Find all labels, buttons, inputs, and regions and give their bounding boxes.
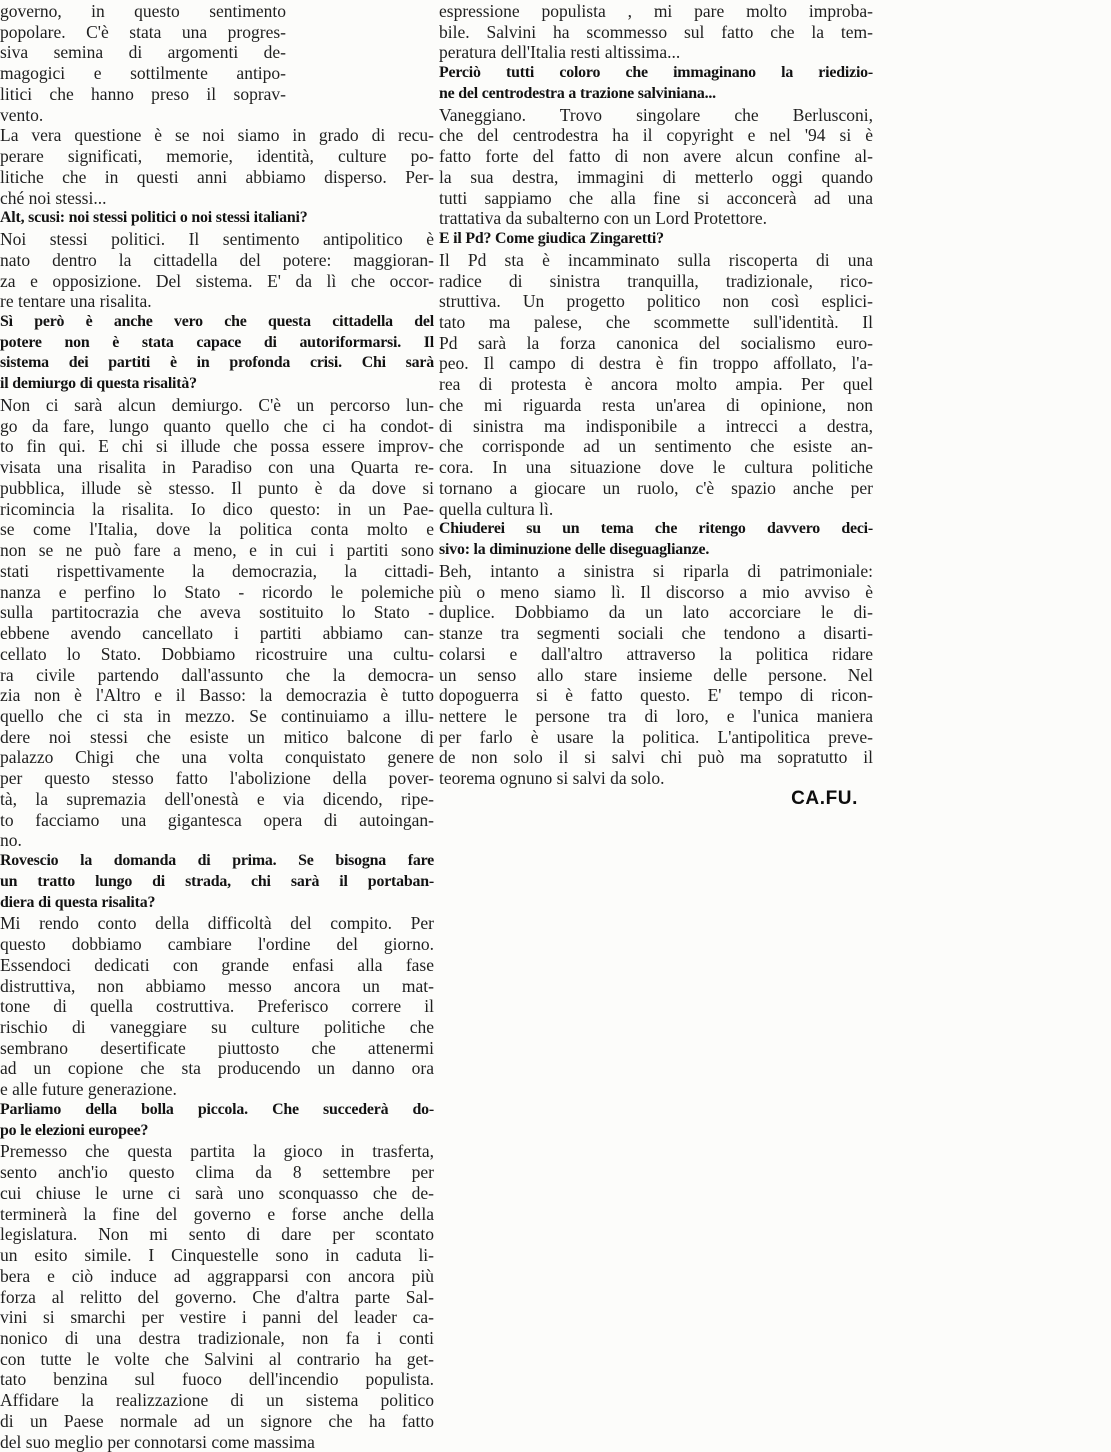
text-line: za e opposizione. Del sistema. E' da lì che occor- [0, 270, 434, 291]
text-line: perare significati, memorie, identità, culture po- [0, 146, 434, 167]
text-line: Vaneggiano. Trovo singolare che Berlusconi, [439, 104, 873, 125]
text-line: terminerà la fine del governo e forse anche della [0, 1203, 434, 1224]
interview-question [439, 63, 873, 104]
text-line: sivo: la diminuzione delle diseguaglianze. [439, 541, 710, 559]
text-line: che corrisponde ad un sentimento che esiste an- [439, 436, 873, 457]
text-line: peo. Il campo di destra è fin troppo affollato, l'a- [439, 353, 873, 374]
text-line: se come l'Italia, dove la politica conta molto e [0, 519, 434, 540]
text-line: de non solo il si salvi chi può ma sopratutto il [439, 747, 873, 768]
text-line: sembrano desertificate piuttosto che attenermi [0, 1037, 434, 1058]
intro-paragraph [0, 1, 434, 125]
text-line: tone di quella costruttiva. Preferisco correre il [0, 996, 434, 1017]
text-line: ricomincia la risalita. Io dico questo: in un Pae- [0, 498, 434, 519]
interview-question [0, 1100, 434, 1141]
text-line: Mi rendo conto della difficoltà del compito. Per [0, 913, 434, 934]
text-line: Premesso che questa partita la gioco in trasferta, [0, 1141, 434, 1162]
text-line: Sì però è anche vero che questa cittadella del [0, 313, 434, 331]
text-line: go da fare, lungo quanto quello che ci ha condot- [0, 415, 434, 436]
text-line: ne del centrodestra a trazione salviniana... [439, 84, 716, 102]
text-line: Pd sarà la forza canonica del socialismo euro- [439, 332, 873, 353]
text-line: Perciò tutti coloro che immaginano la riedizio- [439, 64, 873, 82]
text-line: dopoguerra si è fatto questo. E' tempo di ricon- [439, 685, 873, 706]
text-line: tutti sappiamo che alla fine si acconcerà ad una [439, 187, 873, 208]
text-line: Non ci sarà alcun demiurgo. C'è un percorso lun- [0, 394, 434, 415]
text-line: po le elezioni europee? [0, 1121, 149, 1139]
text-line: Chiuderei su un tema che ritengo davvero deci- [439, 520, 873, 538]
text-line: rea di protesta è ancora molto ampia. Per quel [439, 374, 873, 395]
text-line: per farlo è usare la politica. L'antipolitica preve- [439, 726, 873, 747]
text-line: fatto forte del fatto di non avere alcun confine al- [439, 146, 873, 167]
text-line: espressione populista , mi pare molto improba- [439, 1, 873, 21]
text-line: re tentare una risalita. [0, 291, 152, 312]
text-line: Il Pd sta è incamminato sulla riscoperta di una [439, 249, 873, 270]
interview-answer [439, 561, 873, 789]
text-line: nonico di una destra tradizionale, non fa i conti [0, 1328, 434, 1348]
text-line: zia non è l'Altro e il Basso: la democrazia è tutto [0, 685, 434, 706]
interview-question [0, 851, 434, 913]
interview-question [0, 208, 434, 229]
text-line: nato dentro la cittadella del potere: maggioran- [0, 249, 434, 270]
text-line: E il Pd? Come giudica Zingaretti? [439, 230, 664, 248]
text-line: sistema dei partiti è in profonda crisi. Chi sarà [0, 354, 434, 372]
text-line: che del centrodestra ha il copyright e nel '94 si è [439, 125, 873, 146]
text-line: litiche che in questi anni abbiamo disperso. Per- [0, 166, 434, 187]
text-line: ad un copione che sta producendo un danno ora [0, 1058, 434, 1079]
article-column-left [0, 0, 434, 1452]
text-line: CA.FU. [791, 788, 858, 809]
text-line: Beh, intanto a sinistra si riparla di patrimoniale: [439, 560, 873, 581]
text-line: to fin qui. E chi si illude che possa essere improv- [0, 436, 434, 457]
text-line: che mi riguarda resta un'area di opinione, non [439, 394, 873, 415]
article-column-right [439, 0, 873, 810]
text-line: nanza e perfino lo Stato - ricordo le polemiche [0, 581, 434, 602]
text-line: cui chiuse le urne ci sarà uno sconquasso che de- [0, 1182, 434, 1203]
text-line: tato ma palese, che scommette sull'identità. Il [439, 312, 873, 333]
text-line: quello che ci sta in mezzo. Se continuiamo a illu- [0, 705, 434, 726]
text-line: potere non è stata capace di autoriformarsi. Il [0, 333, 434, 351]
text-line: non se ne può fare a meno, e in cui i partiti sono [0, 540, 434, 561]
text-line: Parliamo della bolla piccola. Che succederà do- [0, 1100, 434, 1118]
text-line: stanze tra segmenti sociali che tendono a disarti- [439, 623, 873, 644]
interview-question [0, 312, 434, 395]
text-line: teorema ognuno si salvi da solo. [439, 768, 665, 789]
text-line: pubblica, illude sè stesso. Il punto è da dove si [0, 477, 434, 498]
text-line: struttiva. Un progetto politico non così esplici- [439, 291, 873, 312]
text-line: bera e ciò induce ad aggrapparsi con ancora più [0, 1265, 434, 1286]
text-line: La vera questione è se noi siamo in grado di recu- [0, 125, 434, 146]
interview-answer [0, 229, 434, 312]
text-line: di sinistra ma indisponibile a intrecci a destra, [439, 415, 873, 436]
text-line: sento anch'io questo clima da 8 settembre per [0, 1162, 434, 1183]
text-line: con tutte le volte che Salvini al contrario ha get- [0, 1348, 434, 1369]
text-line: ché noi stessi... [0, 187, 107, 208]
text-line: tà, la supremazia dell'onestà e via dicendo, ripe- [0, 788, 434, 809]
text-line: no. [0, 830, 22, 851]
interview-answer [439, 250, 873, 520]
text-line: peratura dell'Italia resti altissima... [439, 42, 681, 63]
text-line: Noi stessi politici. Il sentimento antipolitico è [0, 229, 434, 250]
text-line: Affidare la realizzazione di un sistema politico [0, 1390, 434, 1411]
text-line: trattativa da subalterno con un Lord Protettore. [439, 208, 768, 229]
text-line: questo dobbiamo cambiare l'ordine del giorno. [0, 934, 434, 955]
text-line: siva semina di argomenti de- [0, 42, 286, 63]
text-line: cellato lo Stato. Dobbiamo ricostruire una cultu- [0, 643, 434, 664]
text-line: più o meno siamo lì. Il discorso a mio avviso è [439, 581, 873, 602]
text-line: un esito simile. I Cinquestelle sono in caduta li- [0, 1245, 434, 1266]
text-line: ra civile partendo dall'assunto che la democra- [0, 664, 434, 685]
interview-answer [439, 1, 873, 63]
text-line: per questo stesso fatto l'abolizione della pover- [0, 768, 434, 789]
text-line: Essendoci dedicati con grande enfasi alla fase [0, 954, 434, 975]
text-line: to facciamo una gigantesca opera di autoingan- [0, 809, 434, 830]
text-line: legislatura. Non mi sento di dare per scontato [0, 1224, 434, 1245]
interview-answer [0, 125, 434, 208]
author-signature [439, 789, 873, 810]
text-line: stati rispettivamente la democrazia, la cittadi- [0, 560, 434, 581]
text-line: Alt, scusi: noi stessi politici o noi stessi italiani? [0, 209, 308, 227]
text-line: governo, in questo sentimento [0, 1, 286, 21]
text-line: popolare. C'è stata una progres- [0, 21, 286, 42]
text-line: dere noi stessi che esiste un mitico balcone di [0, 726, 434, 747]
text-line: radice di sinistra tranquilla, tradizionale, rico- [439, 270, 873, 291]
text-line: la sua destra, immagini di metterlo oggi quando [439, 166, 873, 187]
text-line: e alle future generazione. [0, 1079, 177, 1100]
interview-question [439, 229, 873, 250]
text-line: quella cultura lì. [439, 498, 554, 519]
text-line: vento. [0, 104, 44, 125]
text-line: forza al relitto del governo. Che d'altra parte Sal- [0, 1286, 434, 1307]
text-line: un tratto lungo di strada, chi sarà il portaban- [0, 872, 434, 890]
text-line: ebbene avendo cancellato i partiti abbiamo can- [0, 623, 434, 644]
interview-answer [0, 395, 434, 851]
text-line: duplice. Dobbiamo da un lato accorciare le di- [439, 602, 873, 623]
text-line: distruttiva, non abbiamo messo ancora un mat- [0, 975, 434, 996]
text-line: del suo meglio per connotarsi come massima [0, 1431, 315, 1452]
text-line: diera di questa risalita? [0, 893, 156, 911]
text-line: di un Paese normale ad un signore che ha fatto [0, 1410, 434, 1431]
interview-answer [439, 105, 873, 229]
text-line: un senso allo stare insieme delle persone. Nel [439, 664, 873, 685]
text-line: palazzo Chigi che una volta conquistato genere [0, 747, 434, 768]
text-line: magogici e sottilmente antipo- [0, 63, 286, 84]
text-line: bile. Salvini ha scommesso sul fatto che la tem- [439, 21, 873, 42]
interview-answer [0, 1141, 434, 1452]
text-line: Rovescio la domanda di prima. Se bisogna fare [0, 852, 434, 870]
text-line: cora. In una situazione dove le cultura politiche [439, 457, 873, 478]
text-line: nettere le persone tra di loro, e l'unica maniera [439, 705, 873, 726]
text-line: vini si smarchi per vestire i panni del leader ca- [0, 1307, 434, 1328]
text-line: rischio di vaneggiare su culture politiche che [0, 1016, 434, 1037]
text-line: tato benzina sul fuoco dell'incendio populista. [0, 1369, 434, 1390]
text-line: tornano a giocare un ruolo, c'è spazio anche per [439, 477, 873, 498]
text-line: litici che hanno preso il soprav- [0, 83, 286, 104]
text-line: colarsi e dall'altro attraverso la politica ridare [439, 643, 873, 664]
interview-answer [0, 913, 434, 1100]
text-line: il demiurgo di questa risalità? [0, 375, 197, 393]
text-line: sulla partitocrazia che aveva sostituito lo Stato - [0, 602, 434, 623]
text-line: visata una risalita in Paradiso con una Quarta re- [0, 457, 434, 478]
interview-question [439, 519, 873, 560]
